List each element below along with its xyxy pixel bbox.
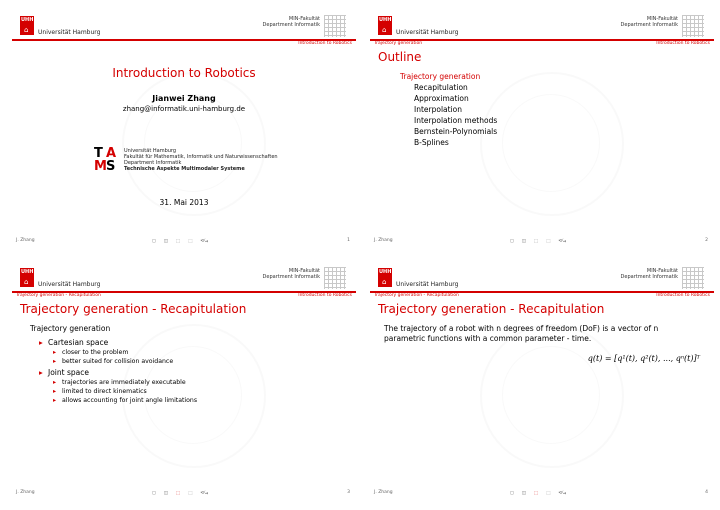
- department-text: MIN-Fakultät Department Informatik: [620, 16, 678, 28]
- university-name: Universität Hamburg: [396, 29, 459, 36]
- grid-icon: [682, 267, 704, 289]
- tams-text: Universität Hamburg Fakultät für Mathematik, Informatik und Naturwissenschaften Department Informatik Technische Aspekte Multimodaler Systeme: [124, 148, 278, 172]
- date: 31. Mai 2013: [159, 198, 209, 207]
- beamer-nav-icons[interactable]: ◻ ◫ ⬚ ⬚ ⟲⤿: [510, 239, 567, 244]
- bullet-cartesian: ▸ Cartesian space ▸ closer to the problem ▸ better suited for collision avoidance: [48, 338, 356, 365]
- outline-item[interactable]: Approximation: [414, 94, 469, 103]
- uhh-logo: UHH ⌂: [21, 17, 34, 34]
- university-name: Universität Hamburg: [38, 281, 101, 288]
- tams-block: [94, 148, 278, 174]
- slide-1: [12, 12, 356, 244]
- department-text: MIN-Fakultät Department Informatik: [262, 268, 320, 280]
- slide-body: [30, 324, 356, 407]
- subheader-bar: Trajectory generation - Recapitulation Introduction to Robotics: [374, 293, 710, 298]
- uhh-logo: UHH ⌂: [379, 17, 392, 34]
- slide-3: [12, 264, 356, 496]
- footer-bar: J. Zhang ◻ ◫ ⬚ ⬚ ⟲⤿ 1: [16, 238, 350, 244]
- slide-header: [12, 264, 356, 294]
- outline-item[interactable]: Recapitulation: [414, 83, 468, 92]
- intro-text: Trajectory generation: [30, 324, 111, 333]
- sub-bullet: ▸ limited to direct kinematics: [62, 388, 356, 395]
- outline-item[interactable]: Interpolation methods: [414, 116, 498, 125]
- beamer-nav-icons[interactable]: ◻ ◫ ⬚ ⬚ ⟲⤿: [152, 239, 209, 244]
- slide-title: Trajectory generation - Recapitulation: [20, 302, 247, 316]
- outline-item[interactable]: B-Splines: [414, 138, 449, 147]
- subheader-bar: Introduction to Robotics: [298, 41, 352, 46]
- equation: q(t) = [q¹(t), q²(t), ..., qⁿ(t)]ᵀ: [587, 354, 700, 363]
- outline-list: [400, 72, 714, 148]
- university-name: Universität Hamburg: [396, 281, 459, 288]
- grid-icon: [324, 267, 346, 289]
- title-text: Introduction to Robotics: [112, 66, 256, 80]
- department-text: MIN-Fakultät Department Informatik: [262, 16, 320, 28]
- grid-icon: [682, 15, 704, 37]
- slide-title: Outline: [378, 50, 422, 64]
- sub-bullet: ▸ closer to the problem: [62, 349, 356, 356]
- outline-item[interactable]: Interpolation: [414, 105, 462, 114]
- slide-4: [370, 264, 714, 496]
- slide-body: [384, 324, 700, 363]
- author-email: zhang@informatik.uni-hamburg.de: [122, 105, 246, 113]
- sub-bullet: ▸ allows accounting for joint angle limitations: [62, 397, 356, 404]
- slide-header: [370, 264, 714, 294]
- author-name: Jianwei Zhang: [152, 94, 216, 103]
- outline-main[interactable]: Trajectory generation: [400, 72, 481, 81]
- slide-header: [370, 12, 714, 42]
- grid-icon: [324, 15, 346, 37]
- bullet-joint: ▸ Joint space ▸ trajectories are immediately executable ▸ limited to direct kinematics ▸ allows accounting for joint angle limitations: [48, 368, 356, 404]
- slide-title: Trajectory generation - Recapitulation: [378, 302, 605, 316]
- beamer-nav-icons[interactable]: ◻ ◫ ⬚ ⬚ ⟲⤿: [152, 491, 209, 496]
- uhh-logo: UHH ⌂: [21, 269, 34, 286]
- outline-item[interactable]: Bernstein-Polynomials: [414, 127, 498, 136]
- sub-bullet: ▸ better suited for collision avoidance: [62, 358, 356, 365]
- subheader-bar: Trajectory generation Introduction to Robotics: [374, 41, 710, 46]
- footer-bar: J. Zhang ◻ ◫ ⬚ ⬚ ⟲⤿ 3: [16, 490, 350, 496]
- uhh-logo: UHH ⌂: [379, 269, 392, 286]
- footer-bar: J. Zhang ◻ ◫ ⬚ ⬚ ⟲⤿ 4: [374, 490, 708, 496]
- tams-logo: T A M S: [94, 146, 117, 174]
- sub-bullet: ▸ trajectories are immediately executable: [62, 379, 356, 386]
- slide-2: [370, 12, 714, 244]
- footer-bar: J. Zhang ◻ ◫ ⬚ ⬚ ⟲⤿ 2: [374, 238, 708, 244]
- subheader-bar: Trajectory generation - Recapitulation Introduction to Robotics: [16, 293, 352, 298]
- beamer-nav-icons[interactable]: ◻ ◫ ⬚ ⬚ ⟲⤿: [510, 491, 567, 496]
- department-text: MIN-Fakultät Department Informatik: [620, 268, 678, 280]
- university-name: Universität Hamburg: [38, 29, 101, 36]
- slide-header: [12, 12, 356, 42]
- paragraph: The trajectory of a robot with n degrees of freedom (DoF) is a vector of n parametric functions with a common parameter - time.: [384, 324, 659, 343]
